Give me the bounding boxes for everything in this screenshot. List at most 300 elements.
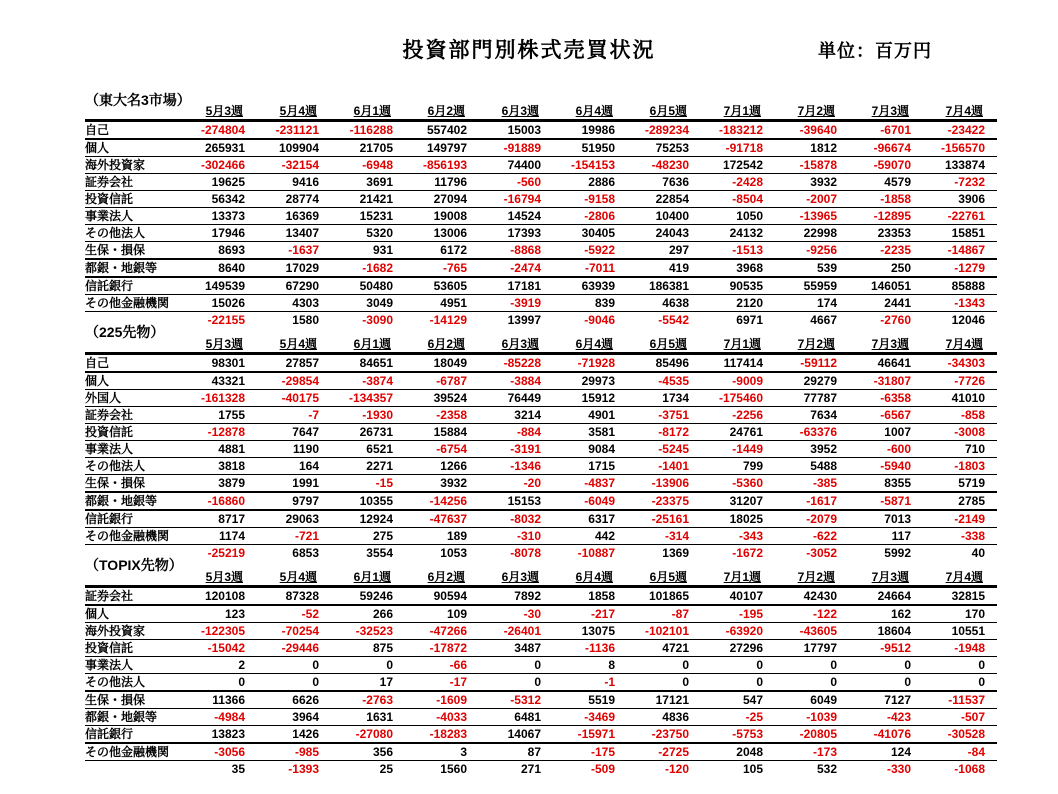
value-cell: 4836 [662,710,689,724]
value-cell: 275 [372,529,393,543]
value-cell: 117 [891,529,911,543]
value-cell: -31807 [873,374,911,388]
value-cell: -3469 [584,710,615,724]
value-cell: 6626 [292,693,319,707]
row-label: 証券会社 [85,589,134,603]
column-header [701,569,775,587]
value-cell: 41010 [951,391,985,405]
value-cell: -385 [812,476,837,490]
value-cell: -2428 [732,175,763,189]
column-header [479,336,553,354]
value-cell: 875 [372,641,393,655]
value-cell: 17029 [285,261,319,275]
column-header [775,336,849,354]
row-label: 都銀・地銀等 [85,710,158,724]
value-cell: 10551 [951,624,985,638]
value-cell: 1734 [662,391,689,405]
value-cell: 19986 [581,123,615,137]
table-row [85,157,997,174]
value-cell: 0 [978,675,985,689]
value-cell: -84 [967,745,985,759]
row-label: 生保・損保 [85,693,146,707]
value-cell: 17 [379,675,393,689]
value-cell: 22854 [655,192,689,206]
value-cell: 1266 [440,459,467,473]
value-cell: 1991 [292,476,319,490]
value-cell: -8078 [510,546,541,560]
column-header-label: 7月4週 [945,337,983,351]
value-cell: -59112 [800,356,837,370]
value-cell: -3874 [362,374,393,388]
value-cell: 3487 [514,641,541,655]
value-cell: 24664 [877,589,911,603]
value-cell: -4837 [584,476,615,490]
value-cell: -5542 [658,313,689,327]
value-cell: 6049 [810,693,837,707]
column-header [331,103,405,121]
value-cell: 13407 [285,226,319,240]
value-cell: -5940 [880,459,911,473]
value-cell: 24043 [655,226,689,240]
column-header-label: 6月3週 [501,570,539,584]
value-cell: 0 [756,675,763,689]
column-header [257,336,331,354]
column-header-label: 6月5週 [649,337,687,351]
table-row [85,458,997,475]
row-label: 投資信託 [85,425,134,439]
value-cell: 28774 [285,192,319,206]
table-row [85,623,997,640]
value-cell: 250 [890,261,911,275]
value-cell: 3214 [514,408,541,422]
value-cell: 109 [446,607,467,621]
column-header [405,569,479,587]
value-cell: 174 [816,296,837,310]
value-cell: 3049 [366,296,393,310]
value-cell: 0 [386,658,393,672]
value-cell: -560 [516,175,541,189]
value-cell: -63920 [725,624,763,638]
total-row [85,545,997,562]
value-cell: 265931 [204,141,245,155]
value-cell: 419 [668,261,689,275]
row-label: 信託銀行 [85,727,134,741]
value-cell: 17181 [507,279,541,293]
value-cell: 7636 [662,175,689,189]
row-label: その他法人 [85,675,146,689]
value-cell: -122305 [200,624,245,638]
value-cell: 13823 [211,727,245,741]
value-cell: -47266 [429,624,467,638]
value-cell: -39640 [799,123,837,137]
value-cell: -2725 [658,745,689,759]
value-cell: 6481 [514,710,541,724]
value-cell: 87328 [285,589,319,603]
value-cell: -231121 [275,123,319,137]
value-cell: 27857 [285,356,319,370]
value-cell: -41076 [873,727,911,741]
column-header-label: 6月4週 [575,104,613,118]
value-cell: 14524 [507,209,541,223]
value-cell: 55959 [803,279,837,293]
table-row [85,191,997,208]
value-cell: 17946 [211,226,245,240]
value-cell: 29279 [803,374,837,388]
value-cell: -765 [442,261,467,275]
value-cell: 13006 [433,226,467,240]
column-header [257,103,331,121]
value-cell: 547 [742,693,763,707]
value-cell: 59246 [359,589,393,603]
value-cell: 1426 [292,727,319,741]
column-header [479,569,553,587]
row-label: 都銀・地銀等 [85,494,158,508]
column-header [405,103,479,121]
value-cell: 67290 [285,279,319,293]
value-cell: 17121 [655,693,689,707]
value-cell: -858 [960,408,985,422]
value-cell: 6853 [292,546,319,560]
value-cell: 172542 [722,158,763,172]
value-cell: 10355 [359,494,393,508]
value-cell: 0 [682,658,689,672]
value-cell: 3952 [810,442,837,456]
value-cell: 0 [978,658,985,672]
column-header [183,569,257,587]
value-cell: 0 [830,658,837,672]
value-cell: 21421 [359,192,393,206]
column-header-label: 7月2週 [797,337,835,351]
value-cell: -40175 [281,391,319,405]
row-label: その他法人 [85,459,146,473]
table-row [85,208,997,225]
value-cell: 0 [904,658,911,672]
value-cell: -30 [523,607,541,621]
value-cell: 0 [682,675,689,689]
value-cell: 3968 [736,261,763,275]
value-cell: 13373 [211,209,245,223]
value-cell: 4721 [662,641,689,655]
value-cell: 0 [534,658,541,672]
value-cell: -29446 [281,641,319,655]
value-cell: 0 [756,658,763,672]
table-row [85,441,997,458]
value-cell: -507 [960,710,985,724]
value-cell: -2806 [584,209,615,223]
value-cell: -10887 [577,546,615,560]
value-cell: -175460 [718,391,763,405]
value-cell: -8172 [658,425,689,439]
value-cell: 3879 [218,476,245,490]
value-cell: 18604 [877,624,911,638]
column-header-label: 6月1週 [353,337,391,351]
value-cell: 149539 [204,279,245,293]
value-cell: -13906 [651,476,689,490]
value-cell: -7 [308,408,319,422]
value-cell: -32523 [355,624,393,638]
value-cell: -161328 [200,391,245,405]
value-cell: 839 [594,296,615,310]
value-cell: 124 [890,745,911,759]
value-cell: 7013 [884,512,911,526]
value-cell: -15 [375,476,393,490]
value-cell: 7892 [514,589,541,603]
value-cell: -289234 [644,123,689,137]
row-label: 信託銀行 [85,279,134,293]
value-cell: 2271 [366,459,393,473]
value-cell: 0 [312,675,319,689]
column-header [775,103,849,121]
table-row [85,225,997,242]
value-cell: 8640 [218,261,245,275]
value-cell: -87 [671,607,689,621]
value-cell: 12924 [359,512,393,526]
value-cell: -302466 [200,158,245,172]
value-cell: 3554 [366,546,393,560]
table-row [85,528,997,545]
value-cell: 1580 [292,313,319,327]
value-cell: 18049 [433,356,467,370]
value-cell: -116288 [349,123,393,137]
column-header [183,103,257,121]
value-cell: -15971 [577,727,615,741]
value-cell: 50480 [359,279,393,293]
value-cell: 76449 [507,391,541,405]
value-cell: -2474 [510,261,541,275]
row-label-column-header [85,336,183,354]
value-cell: 42430 [803,589,837,603]
value-cell: -884 [516,425,541,439]
row-label: 事業法人 [85,658,134,672]
column-header [923,103,997,121]
table-row [85,492,997,510]
value-cell: -1682 [362,261,393,275]
value-cell: 532 [816,762,837,776]
row-label: 外国人 [85,391,122,405]
value-cell: 2441 [884,296,911,310]
value-cell: 7647 [292,425,319,439]
value-cell: 11366 [212,693,245,707]
column-header [553,569,627,587]
value-cell: -91718 [725,141,763,155]
value-cell: 162 [890,607,911,621]
value-cell: 1858 [588,589,615,603]
section-label-3markets: （東大名3市場） [85,92,191,108]
column-header-label: 6月3週 [501,337,539,351]
value-cell: -15878 [799,158,837,172]
value-cell: -26401 [503,624,541,638]
header-row [85,569,997,587]
unit-label: 単位：百万円 [818,41,932,61]
value-cell: 4951 [440,296,467,310]
row-label: 投資信託 [85,641,134,655]
value-cell: 4881 [218,442,245,456]
value-cell: -22761 [947,209,985,223]
table-row [85,657,997,674]
value-cell: -6787 [436,374,467,388]
value-cell: -509 [590,762,615,776]
value-cell: -8032 [510,512,541,526]
value-cell: -175 [590,745,615,759]
value-cell: 40107 [729,589,763,603]
column-header-label: 7月4週 [945,104,983,118]
value-cell: 2048 [736,745,763,759]
table-row [85,691,997,709]
value-cell: -66 [449,658,467,672]
row-label: 海外投資家 [85,158,146,172]
value-cell: 21705 [359,141,393,155]
value-cell: -12878 [207,425,245,439]
value-cell: -2149 [954,512,985,526]
value-cell: -20805 [799,727,837,741]
column-header [183,336,257,354]
value-cell: -13965 [799,209,837,223]
value-cell: -6948 [362,158,393,172]
value-cell: 1007 [884,425,911,439]
value-cell: -85228 [503,356,541,370]
row-label: その他金融機関 [85,296,170,310]
value-cell: 297 [668,243,689,257]
value-cell: 35 [231,762,245,776]
value-cell: -6567 [880,408,911,422]
column-header-label: 6月4週 [575,570,613,584]
value-cell: 8355 [884,476,911,490]
value-cell: 90594 [433,589,467,603]
column-header [923,569,997,587]
value-cell: 0 [312,658,319,672]
value-cell: -156570 [940,141,985,155]
column-header-label: 6月2週 [427,104,465,118]
table-row [85,510,997,528]
page-title: 投資部門別株式売買状況 [402,39,656,62]
value-cell: -2256 [732,408,763,422]
column-header [479,103,553,121]
value-cell: 0 [830,675,837,689]
column-header-label: 7月3週 [871,337,909,351]
value-cell: -3052 [806,546,837,560]
value-cell: -1858 [880,192,911,206]
value-cell: -16860 [207,494,245,508]
value-cell: -6701 [880,123,911,137]
value-cell: -14867 [947,243,985,257]
column-header-label: 7月1週 [723,104,761,118]
value-cell: -1513 [732,243,763,257]
value-cell: -2079 [806,512,837,526]
table-row [85,295,997,312]
value-cell: 356 [372,745,393,759]
value-cell: 9084 [588,442,615,456]
value-cell: 43321 [211,374,245,388]
table-row [85,424,997,441]
value-cell: 3691 [366,175,393,189]
value-cell: 6317 [588,512,615,526]
value-cell: -423 [886,710,911,724]
value-cell: 170 [964,607,985,621]
column-header [627,103,701,121]
total-row [85,761,997,778]
value-cell: 63939 [581,279,615,293]
column-header [257,569,331,587]
value-cell: -9009 [732,374,763,388]
value-cell: 15003 [507,123,541,137]
column-header-label: 7月3週 [871,104,909,118]
value-cell: -122 [812,607,837,621]
value-cell: 105 [742,762,763,776]
value-cell: -32154 [281,158,319,172]
column-header [849,336,923,354]
value-cell: 3581 [588,425,615,439]
value-cell: -856193 [422,158,467,172]
column-header-label: 6月5週 [649,570,687,584]
value-cell: -4033 [436,710,467,724]
value-cell: 15884 [433,425,467,439]
value-cell: -8868 [510,243,541,257]
value-cell: 27296 [729,641,763,655]
value-cell: -1068 [954,762,985,776]
table-topix-futures [85,569,997,777]
value-cell: -22155 [207,313,245,327]
value-cell: -1136 [584,641,615,655]
table-row [85,743,997,761]
column-header-label: 6月2週 [427,337,465,351]
column-header [331,336,405,354]
row-label [85,761,183,778]
value-cell: -47637 [429,512,467,526]
value-cell: -1672 [732,546,763,560]
value-cell: -7726 [954,374,985,388]
value-cell: 8693 [218,243,245,257]
row-label: 事業法人 [85,209,134,223]
value-cell: 15026 [211,296,245,310]
column-header [553,336,627,354]
value-cell: 4667 [810,313,837,327]
value-cell: 1560 [440,762,467,776]
column-header-label: 6月3週 [501,104,539,118]
column-header-label: 7月2週 [797,570,835,584]
column-header-label: 5月4週 [279,104,317,118]
row-label: 信託銀行 [85,512,134,526]
value-cell: -25161 [651,512,689,526]
column-header [405,336,479,354]
value-cell: -4535 [658,374,689,388]
value-cell: -338 [960,529,985,543]
header-row [85,336,997,354]
value-cell: 3932 [810,175,837,189]
value-cell: -14129 [429,313,467,327]
column-header-label: 5月3週 [205,337,243,351]
value-cell: 2785 [958,494,985,508]
value-cell: -25219 [207,546,245,560]
value-cell: -34303 [947,356,985,370]
value-cell: -3056 [214,745,245,759]
value-cell: 5320 [366,226,393,240]
column-header [627,569,701,587]
value-cell: -1343 [954,296,985,310]
value-cell: -7232 [954,175,985,189]
value-cell: -18283 [429,727,467,741]
value-cell: -120 [664,762,689,776]
section-label-225futures: （225先物） [85,324,165,340]
column-header [849,103,923,121]
value-cell: -4984 [214,710,245,724]
value-cell: 5992 [884,546,911,560]
value-cell: 85888 [951,279,985,293]
table-row [85,640,997,657]
value-cell: -721 [294,529,319,543]
table-row [85,354,997,373]
value-cell: -71928 [577,356,615,370]
value-cell: 29973 [581,374,615,388]
